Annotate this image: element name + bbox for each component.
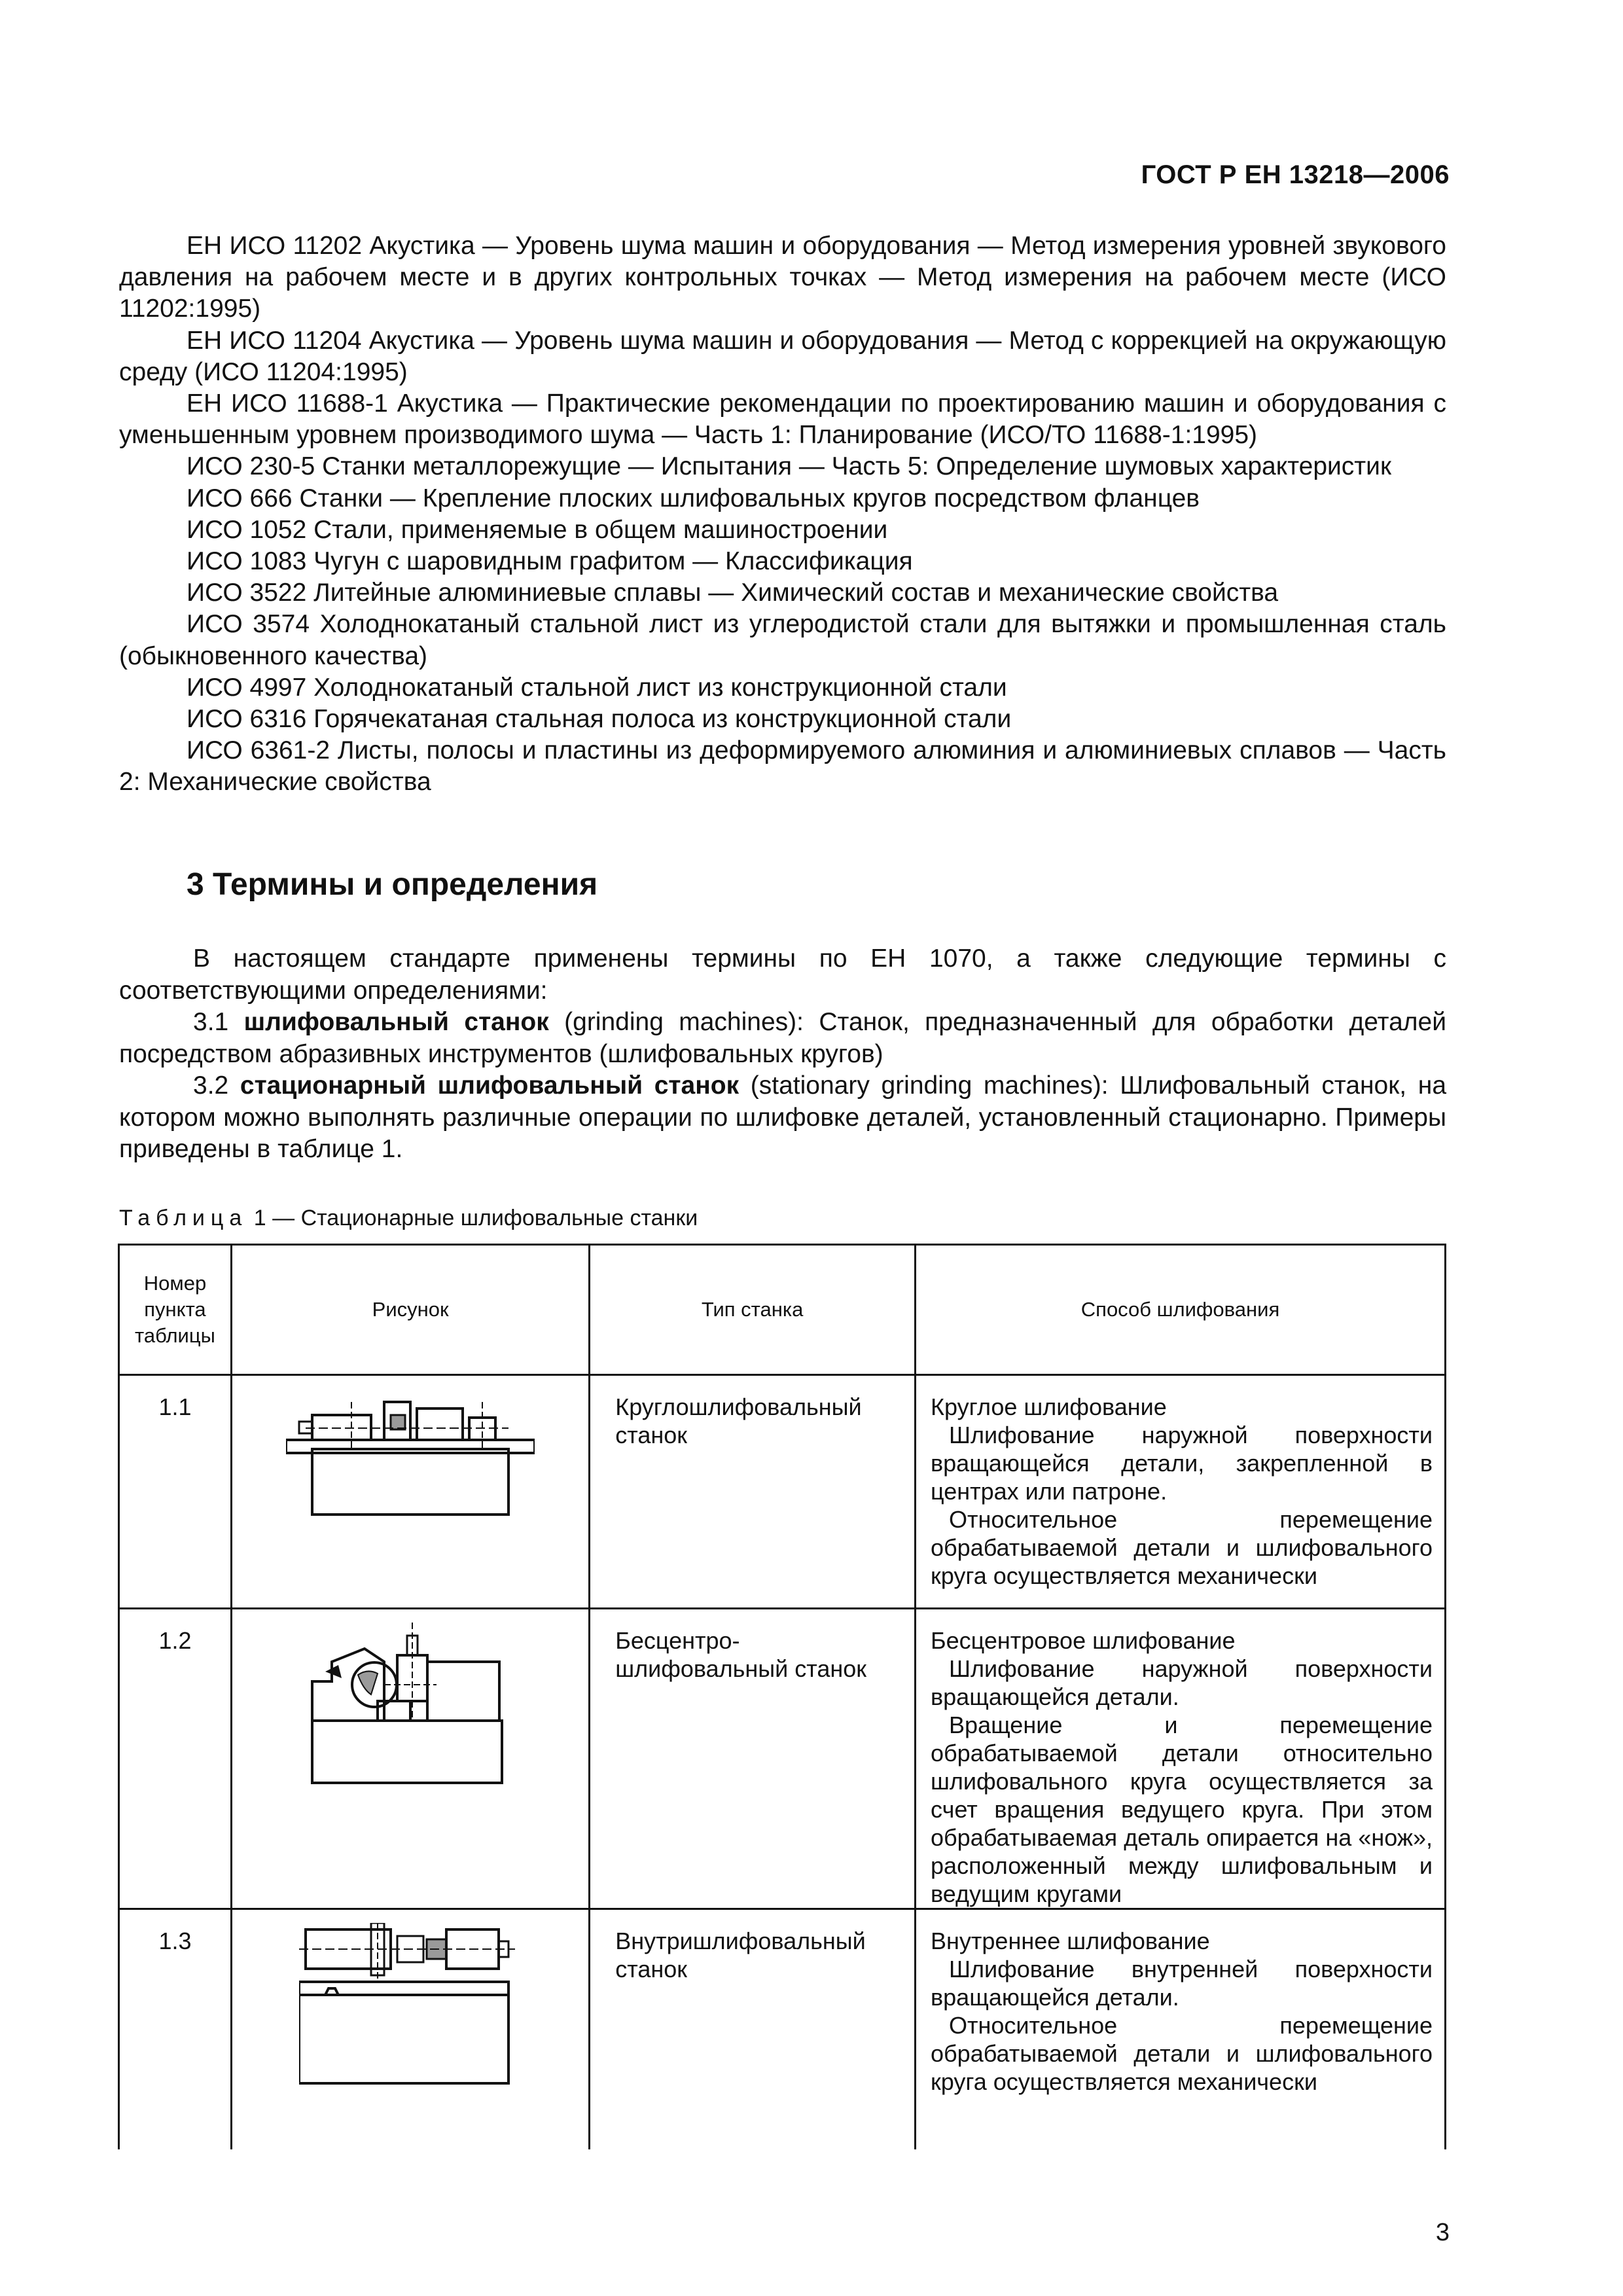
- machine-type: Внутришлифовальный станок: [590, 1909, 916, 2150]
- method-text: Шлифование внутренней поверхности вращающейся детали.: [931, 1956, 1433, 2011]
- term-number: 3.1: [193, 1008, 229, 1036]
- row-number: 1.1: [119, 1375, 232, 1609]
- term-english: (grinding machines):: [564, 1008, 804, 1036]
- table-row: [119, 1609, 1446, 1909]
- reference-item: ИСО 3522 Литейные алюминиевые сплавы — Химический состав и механические свойства: [187, 579, 1279, 607]
- term-definition: [119, 1007, 1446, 1070]
- machine-type: Круглошлифовальный станок: [590, 1375, 916, 1609]
- term-definition: [119, 1070, 1446, 1166]
- reference-item: ЕН ИСО 11688-1 Акустика — Практические рекомендации по проектированию машин и оборудования с уменьшенным уровнем производимого шума — Часть 1: Планирование (ИСО/ТО 11688-1:1995): [119, 389, 1446, 450]
- machine-figure: [231, 1909, 589, 2150]
- term-name: шлифовальный станок: [243, 1008, 549, 1036]
- row-number: 1.2: [119, 1609, 232, 1909]
- grinding-method: [916, 1609, 1446, 1909]
- row-number: 1.3: [119, 1909, 232, 2150]
- reference-item: ИСО 4997 Холоднокатаный стальной лист из конструкционной стали: [187, 673, 1007, 702]
- reference-item: ИСО 1052 Стали, применяемые в общем машиностроении: [187, 515, 888, 544]
- intro-paragraph: В настоящем стандарте применены термины по ЕН 1070, а также следующие термины с соответствующими определениями:: [119, 944, 1446, 1005]
- reference-item: ЕН ИСО 11204 Акустика — Уровень шума машин и оборудования — Метод с коррекцией на окружающую среду (ИСО 11204:1995): [119, 326, 1446, 386]
- machine-figure: [231, 1375, 589, 1609]
- document-header: ГОСТ Р ЕН 13218—2006: [1141, 160, 1450, 189]
- method-text: Относительное перемещение обрабатываемой детали и шлифовального круга осуществляется механически: [931, 2012, 1433, 2095]
- reference-item: ИСО 3574 Холоднокатаный стальной лист из углеродистой стали для вытяжки и промышленная сталь (обыкновенного качества): [119, 610, 1446, 670]
- page-number: 3: [1435, 2219, 1450, 2246]
- method-text: Вращение и перемещение обрабатываемой детали относительно шлифовального круга осуществляется за счет вращения ведущего круга. При этом обрабатываемая деталь опирается на «нож», расположенный между шлифовальным и ведущим кругами: [931, 1712, 1433, 1907]
- term-english: (stationary grinding machines):: [750, 1071, 1109, 1100]
- column-header: Тип станка: [590, 1245, 916, 1375]
- method-title: Круглое шлифование: [931, 1393, 1167, 1420]
- term-text: Шлифовальный станок, на котором можно выполнять различные операции по шлифовке деталей, установленный стационарно. Примеры приведены в таблице 1.: [119, 1071, 1447, 1163]
- column-header: Номер пункта таблицы: [119, 1245, 232, 1375]
- section-heading: 3 Термины и определения: [187, 867, 598, 902]
- method-text: Шлифование наружной поверхности вращающейся детали.: [931, 1655, 1433, 1710]
- term-name: стационарный шлифовальный станок: [240, 1071, 740, 1100]
- method-text: Относительное перемещение обрабатываемой детали и шлифовального круга осуществляется механически: [931, 1506, 1433, 1589]
- method-title: Внутреннее шлифование: [931, 1928, 1210, 1954]
- reference-item: ИСО 6316 Горячекатаная стальная полоса из конструкционной стали: [187, 705, 1012, 734]
- reference-item: ИСО 1083 Чугун с шаровидным графитом — Классификация: [187, 547, 913, 576]
- normative-references: [119, 230, 1446, 798]
- grinding-method: [916, 1909, 1446, 2150]
- reference-item: ЕН ИСО 11202 Акустика — Уровень шума машин и оборудования — Метод измерения уровней звукового давления на рабочем месте и в других контрольных точках — Метод измерения на рабочем месте (ИСО 11202:1995): [119, 232, 1446, 323]
- reference-item: ИСО 230-5 Станки металлорежущие — Испытания — Часть 5: Определение шумовых характеристик: [187, 452, 1392, 481]
- column-header: Рисунок: [231, 1245, 589, 1375]
- cylindrical-grinder-drawing: [286, 1389, 535, 1520]
- machine-figure: [231, 1609, 589, 1909]
- internal-grinder-drawing: [299, 1923, 522, 2087]
- reference-item: ИСО 6361-2 Листы, полосы и пластины из деформируемого алюминия и алюминиевых сплавов — Часть 2: Механические свойства: [119, 736, 1446, 797]
- machines-table: [118, 1244, 1446, 2149]
- table-caption-text: 1 — Стационарные шлифовальные станки: [253, 1206, 698, 1230]
- method-text: Шлифование наружной поверхности вращающейся детали, закрепленной в центрах или патроне.: [931, 1422, 1433, 1505]
- table-row: [119, 1909, 1446, 2150]
- table-header-row: [119, 1245, 1446, 1375]
- centerless-grinder-drawing: [306, 1623, 515, 1786]
- table-row: [119, 1375, 1446, 1609]
- section-body: [119, 943, 1446, 1166]
- term-number: 3.2: [193, 1071, 229, 1100]
- table-caption: [119, 1206, 698, 1231]
- term-text: Станок, предназначенный для обработки деталей посредством абразивных инструментов (шлифовальных кругов): [119, 1008, 1446, 1068]
- table-caption-label: Таблица: [119, 1206, 248, 1230]
- method-title: Бесцентровое шлифование: [931, 1627, 1236, 1654]
- column-header: Способ шлифования: [916, 1245, 1446, 1375]
- grinding-method: [916, 1375, 1446, 1609]
- reference-item: ИСО 666 Станки — Крепление плоских шлифовальных кругов посредством фланцев: [187, 484, 1200, 512]
- machine-type: Бесцентро-шлифовальный станок: [590, 1609, 916, 1909]
